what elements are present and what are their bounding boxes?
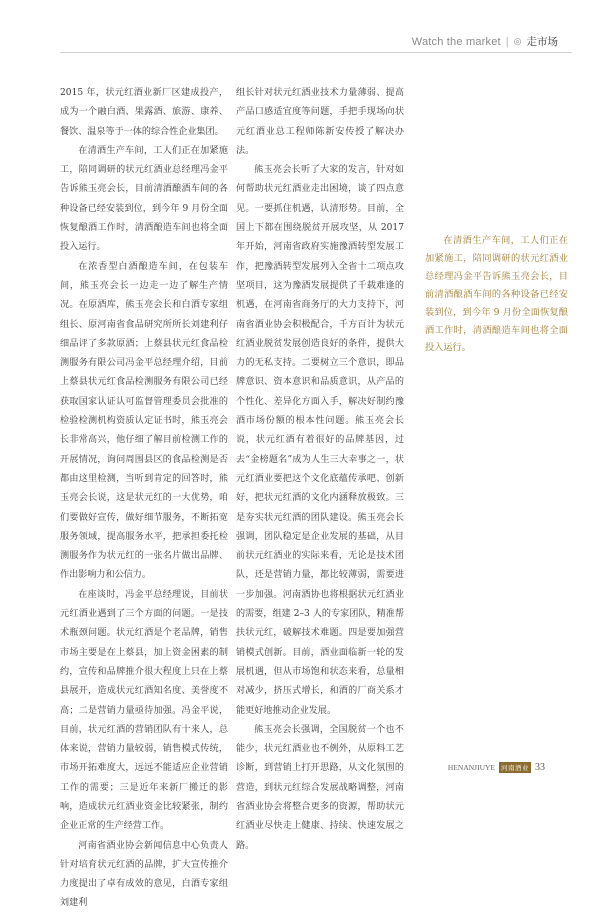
article-column-left xyxy=(60,84,228,914)
paragraph: 熊玉亮会长强调，全国脱贫一个也不能少，状元红酒业也不例外，从原料工艺诊断，到营销上打开思路，从文化氛围的营造，到状元红综合发展战略调整，河南省酒业协会将整合更多的资源，帮助状元红酒业尽快走上健康、持续、快速发展之路。 xyxy=(236,724,404,851)
header-separator: | xyxy=(505,35,509,48)
pull-quote: 在清酒生产车间，工人们正在加紧施工，陪同调研的状元红酒业总经理冯金平告诉熊玉亮会长，目前清酒酿酒车间的各种设备已经安装到位，到今年 9 月份全面恢复酿酒工作时，清酒酿造车间也将全面投入运行。 xyxy=(425,235,568,354)
page-footer xyxy=(448,762,545,773)
paragraph: 熊玉亮会长听了大家的发言，针对如何帮助状元红酒业走出困境，谈了四点意见。一要抓住机遇，认清形势。目前，全国上下都在围绕脱贫开展攻坚，从 2017 年开始，河南省政府实施豫酒转型发展工作，把豫酒转型发展列入全省十二项点攻坚项目，这为豫酒发展提供了千载难逢的机遇，在河南省商务厅的大力支持下，河南省酒业协会积极配合，千方百计为状元红酒业脱贫发展创造良好的条件，提供大力的无私支持。二要树立三个意识，即品牌意识、资本意识和品质意识，从产品的个性化、差异化方面入手，解决好制约豫酒市场份额的根本性问题。熊玉亮会长说，状元红酒有着很好的品牌基因，过去“金榜题名”成为人生三大幸事之一，状元红酒业要把这个文化底蕴传承吧、创新好，把状元红酒的文化内涵释放极致。三是夯实状元红酒的团队建设。熊玉亮会长强调，团队稳定是企业发展的基础，从目前状元红酒业的实际来看，无论是技术团队，还是营销力量，都比较薄弱，需要进一步加强。河南酒协也将根据状元红酒业的需要，组建 2–3 人的专家团队，精准帮扶状元红，破解技术难题。四是要加强营销模式创新。目前，酒业面临新一轮的发展机遇，但从市场饱和状态来看，总量相对减少，挤压式增长，和酒的厂商关系才能更好地推动企业发展。 xyxy=(236,165,404,716)
paragraph: 河南省酒业协会新闻信息中心负责人针对培育状元红酒的品牌，扩大宣传推介力度提出了卓有成效的意见，白酒专家组刘建利 xyxy=(60,840,228,909)
header-rule xyxy=(60,52,572,53)
paragraph: 在浓香型白酒酿造车间，在包装车间，熊玉亮会长一边走一边了解生产情况。在原酒库，熊玉亮会长和白酒专家组组长、原河南省食品研究所所长刘建利仔细品评了多款原酒；上蔡县状元红食品检测服务有限公司冯金平总经理介绍，目前上蔡县状元红食品检测服务有限公司已经获取国家认证认可监督管理委员会批准的检验检测机构资质认定证书时，熊玉亮会长非常高兴，他仔细了解目前检测工作的开展情况，询问周围县区的食品检测是否都由这里检测，当听到肯定的回答时，熊玉亮会长说，这是状元红的一大优势，咱们要做好宣传，做好细节服务，不断拓宽服务领域，提高服务水平，把承担委托检测服务作为状元红的一张名片做出品牌、作出影响力和公信力。 xyxy=(60,261,228,581)
section-title-en: Watch the market xyxy=(411,35,501,48)
article-column-right xyxy=(236,84,404,856)
magazine-name: HENANJIUYE xyxy=(447,763,495,772)
magazine-badge: 河南酒业 xyxy=(501,764,529,772)
paragraph: 2015 年，状元红酒业新厂区建成投产，成为一个融白酒、果露酒、旅游、康养、餐饮、温泉等于一体的综合性企业集团。 xyxy=(60,88,228,137)
paragraph: 在座谈时，冯金平总经理说，目前状元红酒业遇到了三个方面的问题。一是技术瓶颈问题。状元红酒是个老品牌，销售市场主要是在上蔡县，加上资金困素的制约，宣传和品牌推介很大程度上只在上蔡县展开，造成状元红酒知名度、美誉度不高；二是营销力量亟待加强。冯金平说，目前，状元红酒的营销团队有十来人，总体来说，营销力量较弱，销售模式传统，市场开拓难度大，远远不能适应企业营销工作的需要；三是近年来新厂搬迁的影响，造成状元红酒业资金比较紧张，制约企业正常的生产经营工作。 xyxy=(60,589,228,832)
page-number: 33 xyxy=(535,762,545,773)
paragraph: 组长针对状元红酒业技术力量薄弱、提高产品口感适宜度等问题，手把手现场向状元红酒业总工程师陈新安传授了解决办法。 xyxy=(236,88,404,156)
section-title-cn: 走市场 xyxy=(526,36,558,48)
paragraph: 在清酒生产车间，工人们正在加紧施工，陪同调研的状元红酒业总经理冯金平告诉熊玉亮会长，目前清酒酿酒车间的各种设备已经安装到位，到今年 9 月份全面恢复酿酒工作时，清酒酿造车间也将全面投入运行。 xyxy=(60,145,228,253)
page-header xyxy=(412,34,558,49)
circle-icon: ◎ xyxy=(513,36,522,46)
